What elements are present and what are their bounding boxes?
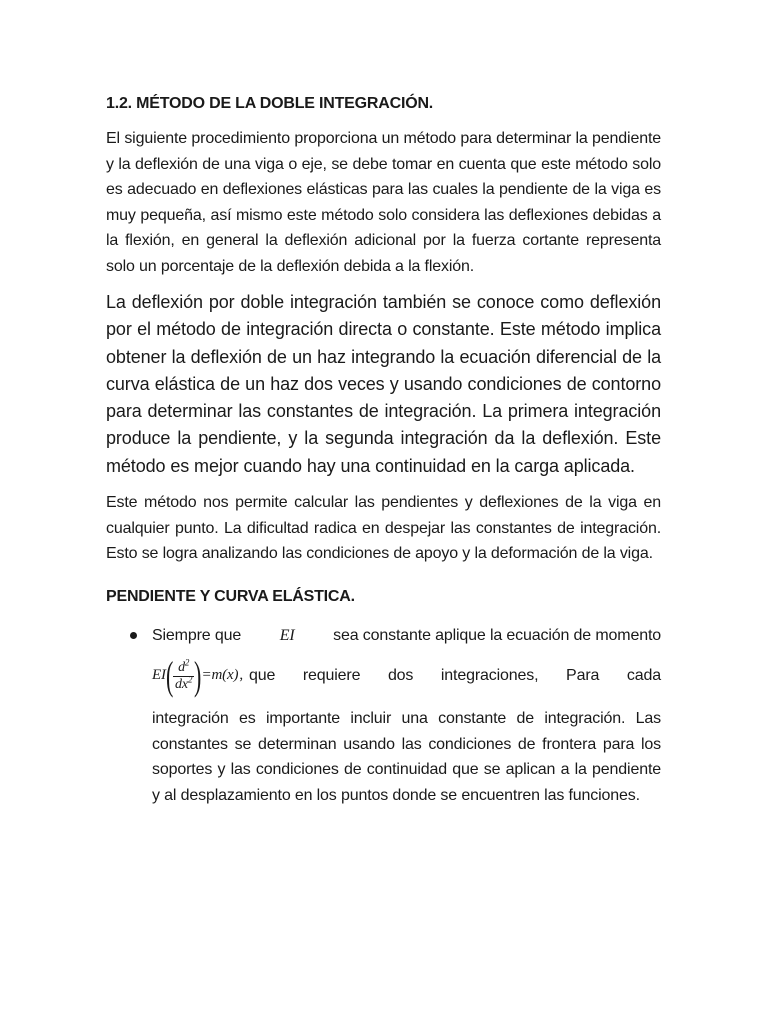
bullet-first-line: [152, 623, 661, 649]
word: integraciones,: [440, 667, 539, 685]
fraction-denominator: [173, 673, 194, 693]
second-derivative-fraction: [173, 656, 194, 693]
document-page: [106, 92, 661, 808]
denominator-dx: dx: [175, 676, 188, 692]
intro-after: sea constante aplique la ecuación de momento: [333, 626, 661, 644]
word: que: [248, 667, 276, 685]
paragraph-double-integration: La deflexión por doble integración también se conoce como deflexión por el método de integración directa o constante. Este método implica obtener la deflexión de un haz integrando la ecuación diferencial de la curva elástica de un haz dos veces y usando condiciones de contorno para determinar las constantes de integración. La primera integración produce la pendiente, y la segunda integración da la deflexión. Este método es mejor cuando hay una continuidad en la carga aplicada.: [106, 292, 661, 476]
eq-rhs: =m(x): [201, 667, 239, 684]
word: dos: [387, 667, 414, 685]
paragraph-method-slopes: Este método nos permite calcular las pendientes y deflexiones de la viga en cualquier punto. La dificultad radica en despejar las constantes de integración. Esto se logra analizando las condiciones de apoyo y la deformación de la viga.: [106, 494, 661, 563]
ei-symbol: EI: [279, 626, 295, 644]
eq-comma: ,: [239, 667, 243, 684]
left-paren-icon: (: [165, 653, 174, 699]
numerator-d: d: [178, 659, 185, 675]
bullet-dot-icon: [130, 632, 137, 639]
word: Para: [566, 667, 600, 685]
subsection-heading: PENDIENTE Y CURVA ELÁSTICA.: [106, 587, 355, 605]
paragraph-procedure: El siguiente procedimiento proporciona un método para determinar la pendiente y la deflexión de una viga o eje, se debe tomar en cuenta que este método solo es adecuado en deflexiones elásticas para las cuales la pendiente de la viga es muy pequeña, así mismo este método solo considera las deflexiones debidas a la flexión, en general la deflexión adicional por la fuerza cortante representa solo un porcentaje de la deflexión debida a la flexión.: [106, 130, 661, 275]
equation-line-words: [249, 663, 661, 689]
word: requiere: [302, 667, 361, 685]
denominator-exponent: 2: [187, 673, 193, 684]
moment-equation-line: [152, 650, 661, 702]
bullet-rest-text: integración es importante incluir una constante de integración. Las constantes se determinan usando las condiciones de frontera para los soportes y las condiciones de continuidad que se aplican a la pendiente y al desplazamiento en los puntos donde se encuentren las funciones.: [152, 710, 661, 804]
intro-before: Siempre que: [152, 626, 242, 644]
right-paren-icon: ): [194, 653, 202, 699]
bullet-list: [106, 623, 661, 809]
numerator-exponent: 2: [184, 656, 190, 667]
word: cada: [626, 667, 661, 685]
moment-equation: [152, 653, 243, 699]
eq-ei: EI: [152, 667, 166, 684]
section-heading: 1.2. MÉTODO DE LA DOBLE INTEGRACIÓN.: [106, 95, 434, 112]
bullet-item-moment-equation: [106, 623, 661, 809]
